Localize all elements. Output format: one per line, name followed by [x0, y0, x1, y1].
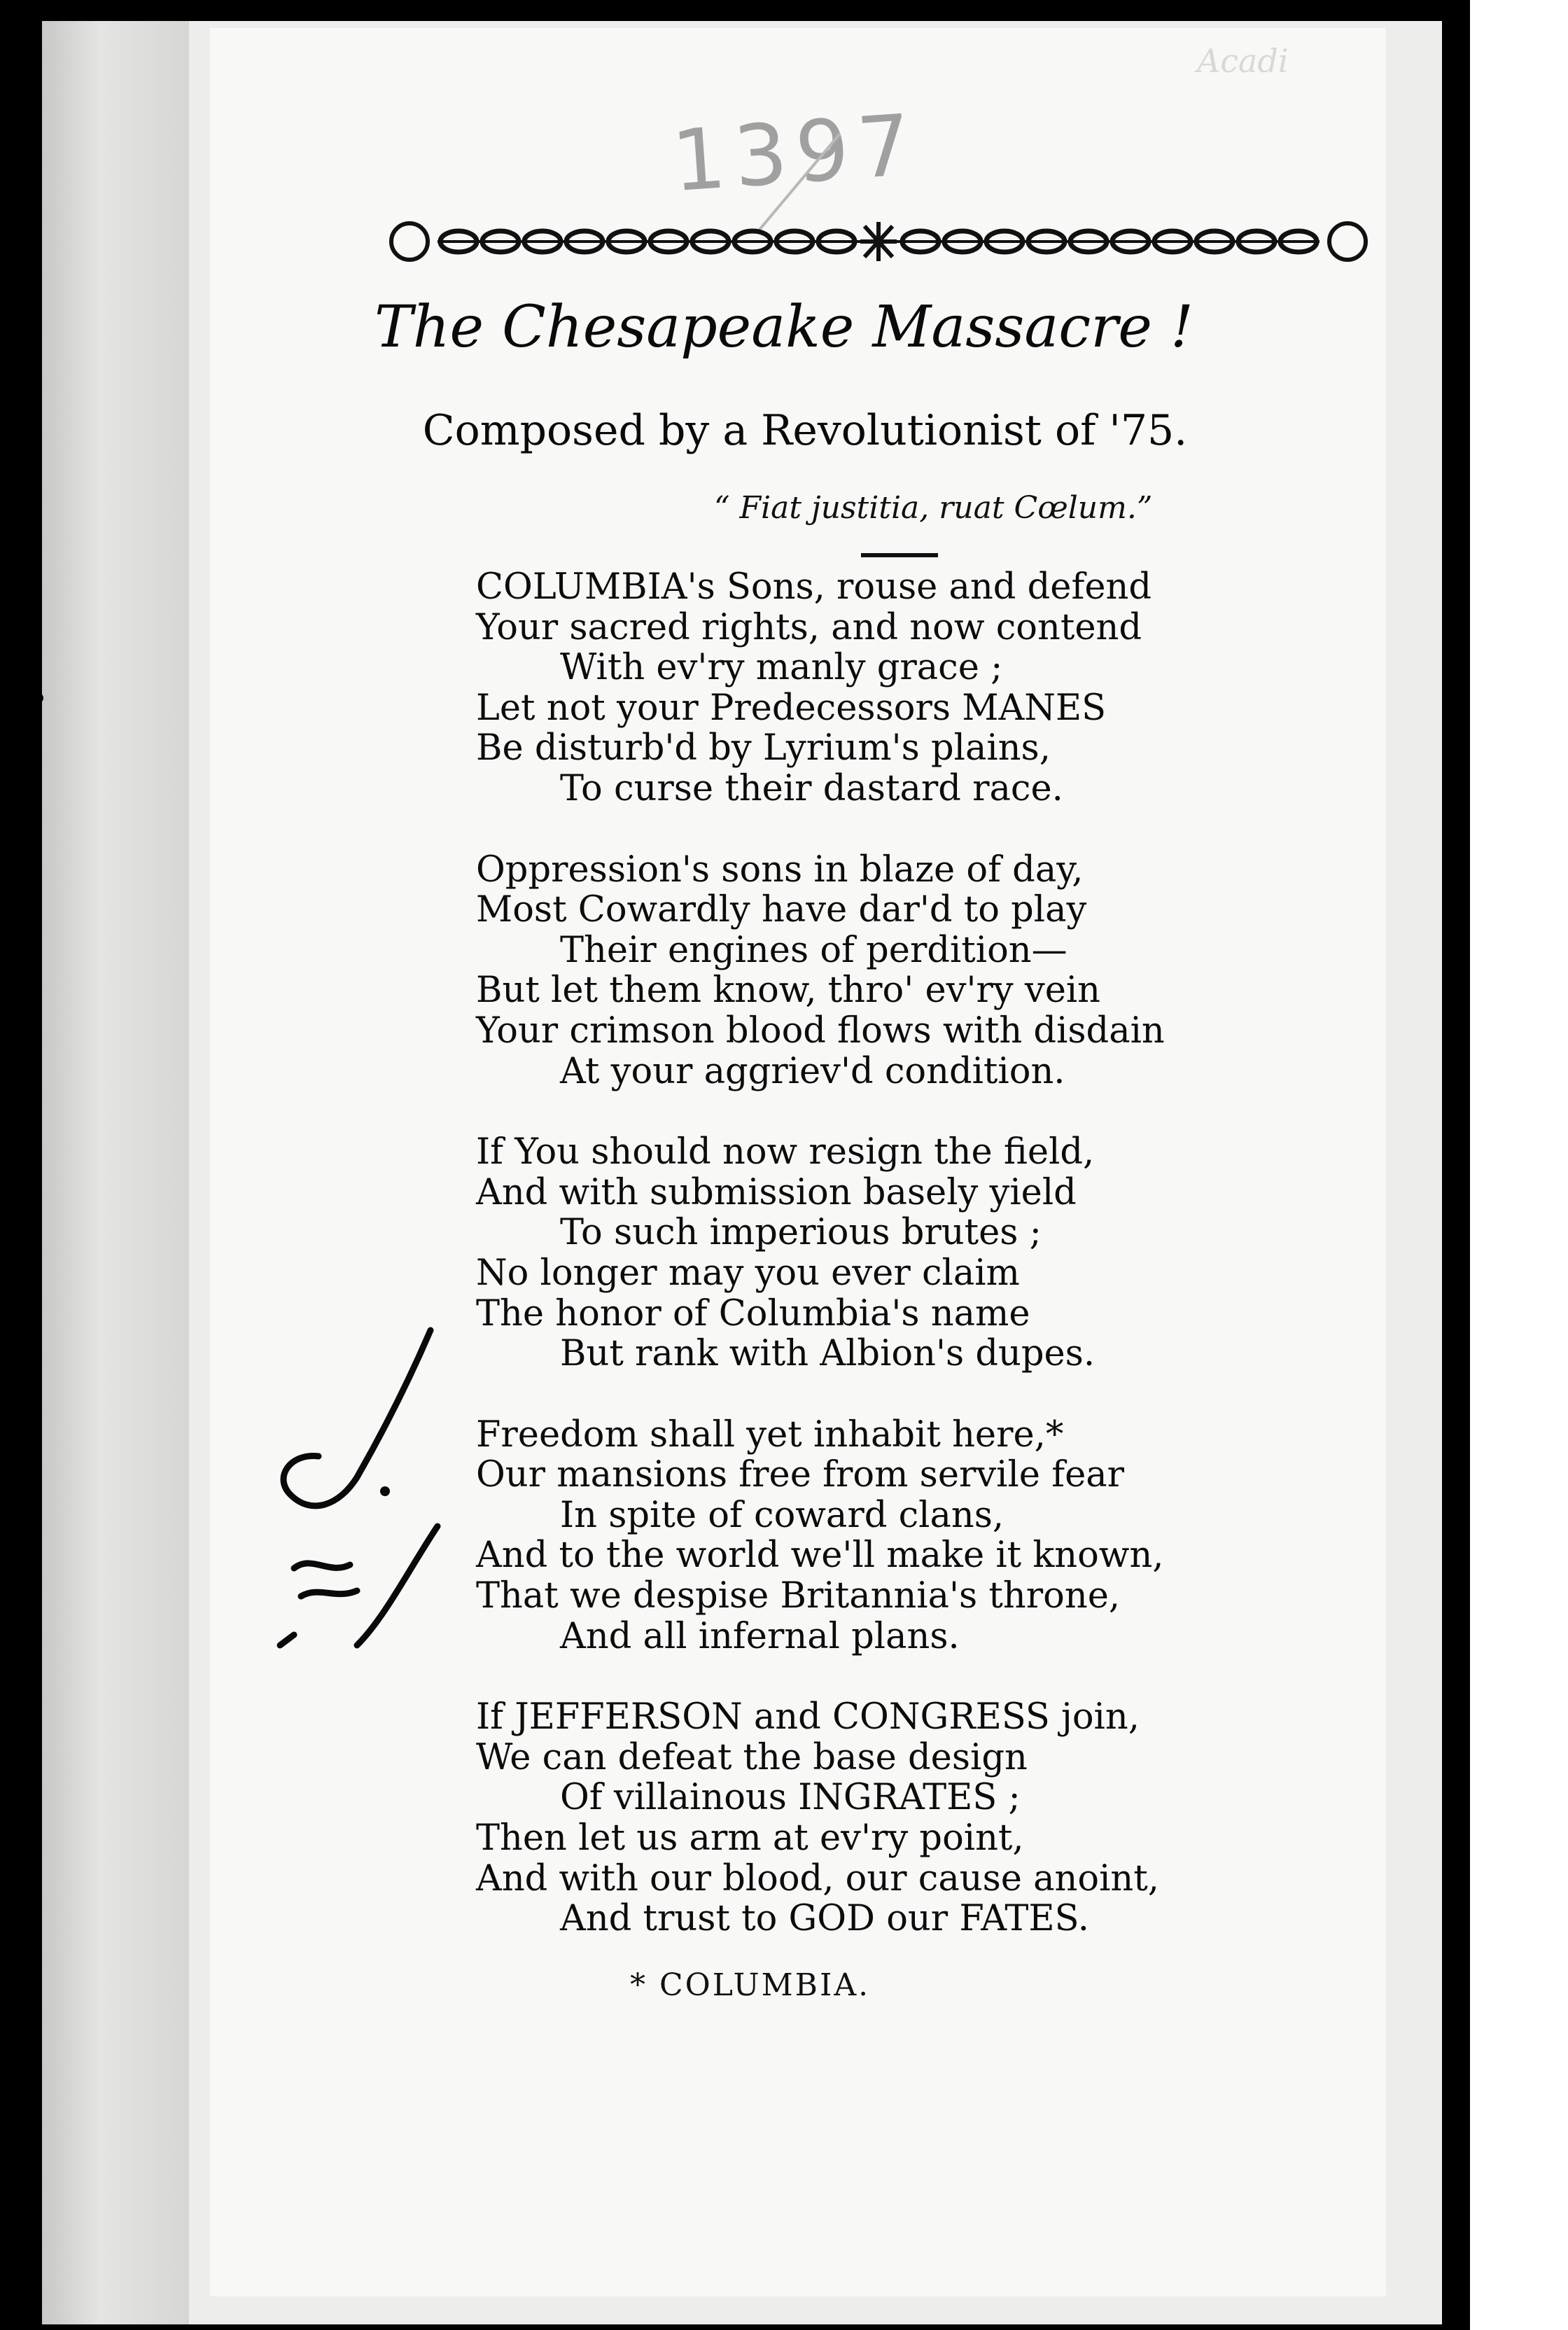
latin-motto: “ Fiat justitia, ruat Cœlum.”: [714, 490, 1153, 526]
verse-line: And all infernal plans.: [560, 1615, 960, 1657]
verse-line: At your aggriev'd condition.: [560, 1050, 1065, 1092]
stanza-4: [476, 1415, 1344, 1657]
verse-line: And to the world we'll make it known,: [476, 1535, 1164, 1577]
scan-speck: [21, 714, 28, 721]
verse-line: Your crimson blood flows with disdain: [476, 1010, 1165, 1052]
broadside-title: The Chesapeake Massacre !: [374, 294, 1194, 361]
scan-speck: [14, 672, 29, 693]
poem: [476, 567, 1344, 1988]
verse-line: Of villainous INGRATES ;: [560, 1777, 1021, 1819]
stanza-2: [476, 850, 1344, 1092]
short-rule: [861, 553, 938, 557]
verse-line: And with submission basely yield: [476, 1171, 1077, 1213]
stanza-3: [476, 1132, 1344, 1374]
verse-line: That we despise Britannia's throne,: [476, 1575, 1121, 1617]
verse-line: If JEFFERSON and CONGRESS join,: [476, 1696, 1140, 1738]
stanza-1: [476, 567, 1344, 809]
verse-line: Our mansions free from servile fear: [476, 1454, 1125, 1496]
pencil-note: Acadi: [1197, 42, 1289, 80]
verse-line: Be disturb'd by Lyrium's plains,: [476, 727, 1051, 769]
verse-line: To curse their dastard race.: [560, 767, 1063, 809]
scan-speck: [8, 1295, 17, 1302]
verse-line: No longer may you ever claim: [476, 1252, 1020, 1294]
verse-line: With ev'ry manly grace ;: [560, 647, 1003, 689]
verse-line: And with our blood, our cause anoint,: [476, 1857, 1159, 1899]
ornament-border: [382, 214, 1376, 270]
verse-line: To such imperious brutes ;: [560, 1212, 1042, 1254]
catalog-number: 1397: [668, 96, 923, 211]
verse-line: COLUMBIA's Sons, rouse and defend: [476, 566, 1152, 608]
scan-speck: [34, 693, 43, 703]
verse-line: We can defeat the base design: [476, 1736, 1028, 1778]
verse-line: But let them know, thro' ev'ry vein: [476, 970, 1101, 1012]
verse-line: Most Cowardly have dar'd to play: [476, 889, 1087, 931]
verse-line: The honor of Columbia's name: [476, 1292, 1030, 1334]
paper-margin-strip: [42, 21, 189, 2324]
verse-line: Then let us arm at ev'ry point,: [476, 1818, 1024, 1860]
broadside-subtitle: Composed by a Revolutionist of '75.: [422, 406, 1188, 455]
verse-line: In spite of coward clans,: [560, 1494, 1004, 1536]
verse-line: But rank with Albion's dupes.: [560, 1333, 1096, 1375]
verse-line: And trust to GOD our FATES.: [560, 1898, 1089, 1940]
verse-line: Freedom shall yet inhabit here,*: [476, 1414, 1064, 1456]
verse-line: Let not your Predecessors MANES: [476, 687, 1107, 729]
footnote: * COLUMBIA.: [630, 1967, 871, 2003]
stanza-5: [476, 1697, 1344, 1939]
verse-line: If You should now resign the field,: [476, 1131, 1095, 1173]
verse-line: Their engines of perdition—: [560, 929, 1068, 971]
verse-line: Your sacred rights, and now contend: [476, 606, 1142, 648]
verse-line: Oppression's sons in blaze of day,: [476, 849, 1084, 891]
scan-speck: [29, 1260, 42, 1269]
handwritten-marks: [252, 1316, 462, 1652]
